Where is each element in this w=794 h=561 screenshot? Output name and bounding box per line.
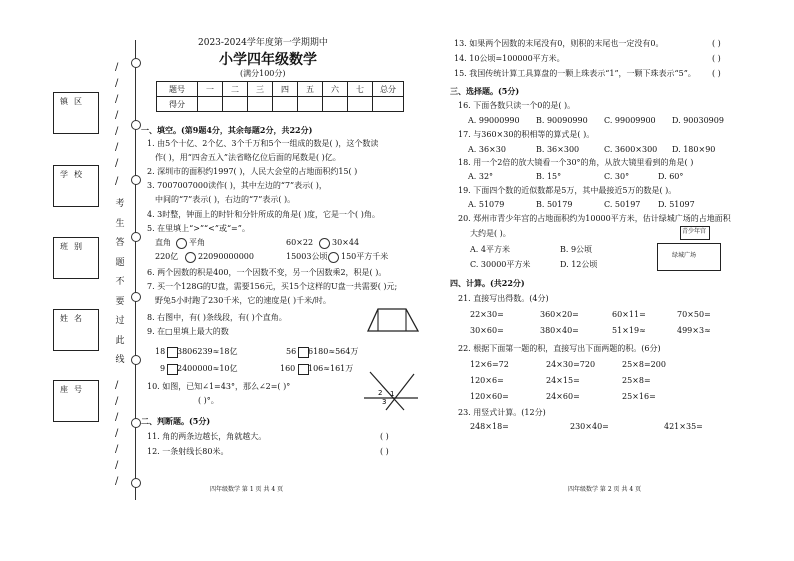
- score-cell: 题号: [157, 82, 198, 97]
- q17-option-b[interactable]: B. 36×300: [536, 145, 580, 154]
- q22-item: 25×8=200: [622, 360, 666, 369]
- compare-circle[interactable]: [328, 252, 339, 263]
- q9-item-2-suffix: 6180≈564万: [308, 347, 359, 356]
- q5-item-d-right: 150平方千米: [341, 252, 389, 261]
- q17-option-d[interactable]: D. 180×90: [672, 145, 716, 154]
- q19-option-c[interactable]: C. 50197: [604, 200, 641, 209]
- q19-option-a[interactable]: A. 51079: [468, 200, 505, 209]
- question-12: 12. 一条射线长80米。: [147, 447, 229, 456]
- q18-option-b[interactable]: B. 15°: [536, 172, 562, 181]
- q17-option-a[interactable]: A. 36×30: [468, 145, 506, 154]
- q21-item: 60×11=: [612, 310, 646, 319]
- question-21: 21. 直接写出得数。(4分): [458, 294, 549, 303]
- q22-item: 24×30=720: [546, 360, 596, 369]
- youth-palace-box: [680, 226, 710, 240]
- score-cell: 四: [273, 82, 298, 97]
- compare-circle[interactable]: [176, 238, 187, 249]
- seal-char: 线: [115, 355, 125, 365]
- question-18: 18. 用一个2倍的放大镜看一个30°的角，从放大镜里看到的角是( ): [458, 158, 694, 167]
- q20-option-d[interactable]: D. 12公顷: [560, 260, 598, 269]
- q5-item-b-right: 30×44: [332, 238, 360, 247]
- q23-item: 421×35=: [664, 422, 703, 431]
- question-2: 2. 深圳市的面积约1997( )，人民大会堂的占地面积约15( ): [147, 167, 358, 176]
- answer-paren[interactable]: ( ): [380, 432, 389, 441]
- q18-option-d[interactable]: D. 60°: [658, 172, 684, 181]
- q20-option-b[interactable]: B. 9公顷: [560, 245, 593, 254]
- score-input-cell[interactable]: [248, 97, 273, 112]
- q16-option-d[interactable]: D. 90030909: [672, 116, 724, 125]
- field-box-seat: [53, 380, 99, 422]
- score-table-score-row: [157, 97, 404, 112]
- q9-item-3-prefix: 9: [160, 364, 166, 373]
- question-19: 19. 下面四个数的近似数都是5万，其中最接近5万的数是( )。: [458, 186, 677, 195]
- seal-char: 此: [115, 335, 125, 346]
- square-label: 绿城广场: [672, 252, 697, 259]
- binding-hole: [131, 175, 141, 185]
- seal-char: 生: [115, 218, 125, 229]
- question-9: [147, 327, 229, 337]
- score-table-header-row: [157, 82, 404, 97]
- q21-item: 360×20=: [540, 310, 579, 319]
- field-label-town: 镇区: [60, 97, 88, 106]
- score-input-cell[interactable]: [273, 97, 298, 112]
- field-box-class: [53, 237, 99, 279]
- seal-char: 考: [115, 199, 125, 209]
- score-input-cell[interactable]: [373, 97, 404, 112]
- field-box-name: [53, 309, 99, 351]
- question-10-cont: ( )°。: [198, 396, 219, 405]
- page-1-footer: 四年级数学 第 1 页 共 4 页: [210, 486, 284, 493]
- binding-hole: [131, 478, 141, 488]
- score-cell: 七: [348, 82, 373, 97]
- q22-item: 120×6=: [470, 376, 504, 385]
- q5-item-c-left: 220亿: [155, 252, 179, 261]
- question-7-cont: 野兔5小时跑了230千米，它的速度是( )千米/时。: [155, 296, 331, 305]
- seal-char: 不: [115, 277, 125, 287]
- q5-item-b-left: 60×22: [286, 238, 314, 247]
- q21-item: 51×19≈: [612, 326, 646, 335]
- section-4-title: 四、计算。(共22分): [450, 278, 525, 288]
- q9-item-2-prefix: 56: [286, 347, 297, 356]
- q9-item-4-prefix: 160: [280, 364, 296, 373]
- score-input-cell[interactable]: [198, 97, 223, 112]
- score-cell: 五: [298, 82, 323, 97]
- answer-paren[interactable]: ( ): [712, 69, 721, 78]
- q21-item: 380×40=: [540, 326, 579, 335]
- question-15: 15. 我国传统计算工具算盘的一颗上珠表示“1”，一颗下珠表示“5”。: [454, 69, 696, 78]
- field-label-name: 姓名: [60, 314, 88, 323]
- trapezoid-figure: [366, 305, 422, 335]
- score-input-cell[interactable]: [223, 97, 248, 112]
- q21-item: 22×30=: [470, 310, 504, 319]
- q9-item-4-suffix: 106≈161万: [308, 364, 354, 373]
- score-cell: 六: [323, 82, 348, 97]
- q22-item: 25×8=: [622, 376, 651, 385]
- binding-hole: [131, 292, 141, 302]
- score-input-cell[interactable]: [348, 97, 373, 112]
- section-3-title: 三、选择题。(5分): [450, 86, 520, 96]
- page-2-footer: 四年级数学 第 2 页 共 4 页: [568, 486, 642, 493]
- question-6: 6. 两个因数的积是400，一个因数不变，另一个因数乘2，积是( )。: [147, 268, 387, 277]
- q23-item: 248×18=: [470, 422, 509, 431]
- seal-char: 要: [115, 296, 125, 307]
- q21-item: 499×3≈: [677, 326, 711, 335]
- score-table: [156, 81, 404, 112]
- q22-item: 24×60=: [546, 392, 580, 401]
- q9-item-1-prefix: 18: [155, 347, 166, 356]
- question-9-text: 9. 在□里填上最大的数: [147, 327, 229, 336]
- field-label-seat: 座号: [60, 385, 88, 394]
- q22-item: 12×6=72: [470, 360, 509, 369]
- question-16: 16. 下面各数只读一个0的是( )。: [458, 101, 576, 110]
- binding-hole: [131, 58, 141, 68]
- q22-item: 120×60=: [470, 392, 509, 401]
- seal-char: 题: [115, 257, 125, 268]
- q22-item: 24×15=: [546, 376, 580, 385]
- question-17: 17. 与360×30的积相等的算式是( )。: [458, 130, 595, 139]
- field-box-school: [53, 165, 99, 207]
- binding-hole: [131, 418, 141, 428]
- q16-option-a[interactable]: A. 99000990: [468, 116, 520, 125]
- question-3-cont: 中间的“7”表示( )，右边的“7”表示( )。: [155, 195, 296, 204]
- exam-title: 小学四年级数学: [219, 52, 317, 68]
- q23-item: 230×40=: [570, 422, 609, 431]
- section-1-title: 一、填空。(第9题4分，其余每题2分，共22分): [141, 125, 313, 135]
- angle-figure: [360, 368, 420, 412]
- compare-circle[interactable]: [319, 238, 330, 249]
- question-20-cont: 大约是( )。: [470, 229, 511, 238]
- question-22: 22. 根据下面第一题的积，直接写出下面两题的积。(6分): [458, 344, 661, 353]
- svg-text:3: 3: [382, 398, 387, 406]
- svg-text:1: 1: [390, 390, 395, 398]
- question-1-cont: 作( )，用“四舍五入”法省略亿位后面的尾数是( )亿。: [155, 153, 341, 162]
- q5-item-a-right: 平角: [189, 238, 205, 247]
- q5-item-a-left: 直角: [155, 238, 171, 247]
- q18-option-a[interactable]: A. 32°: [468, 172, 494, 181]
- seal-char: 过: [115, 316, 125, 326]
- question-10: 10. 如图，已知∠1=43°，那么∠2=( )°: [147, 382, 291, 391]
- question-4: 4. 3时整，钟面上的时针和分针所成的角是( )度，它是一个( )角。: [147, 210, 380, 219]
- binding-hole: [131, 232, 141, 242]
- exam-term: 2023-2024学年度第一学期期中: [198, 38, 328, 48]
- score-cell: 一: [198, 82, 223, 97]
- binding-hole: [131, 355, 141, 365]
- question-8: 8. 右图中，有( )条线段，有( )个直角。: [147, 313, 287, 322]
- field-label-school: 学校: [60, 170, 88, 179]
- square-box: [657, 243, 721, 271]
- question-11: 11. 角的两条边越长，角就越大。: [147, 432, 267, 441]
- answer-paren[interactable]: ( ): [712, 39, 721, 48]
- answer-paren[interactable]: ( ): [380, 447, 389, 456]
- question-5: 5. 在里填上“>”“<”或“=”。: [147, 224, 250, 233]
- question-13: 13. 如果两个因数的末尾没有0，则积的末尾也一定没有0。: [454, 39, 664, 48]
- full-score: (满分100分): [240, 69, 286, 78]
- q17-option-c[interactable]: C. 3600×300: [604, 145, 658, 154]
- svg-text:2: 2: [378, 389, 383, 397]
- question-3: 3. 7007007000读作( )，其中左边的“7”表示( )，: [147, 181, 327, 190]
- score-cell: 得分: [157, 97, 198, 112]
- q19-option-b[interactable]: B. 50179: [536, 200, 573, 209]
- question-7: 7. 买一个128G的U盘，需要156元，买15个这样的U盘一共需要( )元;: [147, 282, 398, 291]
- compare-circle[interactable]: [185, 252, 196, 263]
- q5-item-d-left: 15003公顷: [286, 252, 328, 261]
- seal-char: 答: [115, 238, 125, 248]
- q21-item: 70×50=: [677, 310, 711, 319]
- q19-option-d[interactable]: D. 51097: [658, 200, 695, 209]
- q18-option-c[interactable]: C. 30°: [604, 172, 630, 181]
- youth-palace-label: 青少年宫: [682, 228, 707, 235]
- field-box-town: [53, 92, 99, 134]
- score-cell: 二: [223, 82, 248, 97]
- seal-text-column: [114, 195, 126, 371]
- binding-hole: [131, 120, 141, 130]
- question-23: 23. 用竖式计算。(12分): [458, 408, 546, 417]
- q16-option-c[interactable]: C. 99009900: [604, 116, 656, 125]
- binding-line: [135, 40, 136, 500]
- question-20: 20. 郑州市青少年宫的占地面积约为10000平方米，估计绿城广场的占地面积: [458, 214, 731, 223]
- question-1: 1. 由5个十亿、2个亿、3个千万和5个一组成的数是( )，这个数读: [147, 139, 379, 148]
- score-cell: 三: [248, 82, 273, 97]
- question-14: 14. 10公顷=100000平方米。: [454, 54, 565, 63]
- q20-option-a[interactable]: A. 4平方米: [470, 245, 510, 254]
- q20-option-c[interactable]: C. 30000平方米: [470, 260, 531, 269]
- field-label-class: 班别: [60, 242, 88, 251]
- q22-item: 25×16=: [622, 392, 656, 401]
- q5-item-c-right: 22090000000: [198, 252, 254, 261]
- q9-item-1-suffix: 3806239≈18亿: [177, 347, 238, 356]
- score-input-cell[interactable]: [323, 97, 348, 112]
- q16-option-b[interactable]: B. 90090990: [536, 116, 588, 125]
- q21-item: 30×60=: [470, 326, 504, 335]
- score-cell: 总分: [373, 82, 404, 97]
- section-2-title: 二、判断题。(5分): [141, 416, 211, 426]
- score-input-cell[interactable]: [298, 97, 323, 112]
- q9-item-3-suffix: 2400000≈10亿: [177, 364, 238, 373]
- answer-paren[interactable]: ( ): [712, 54, 721, 63]
